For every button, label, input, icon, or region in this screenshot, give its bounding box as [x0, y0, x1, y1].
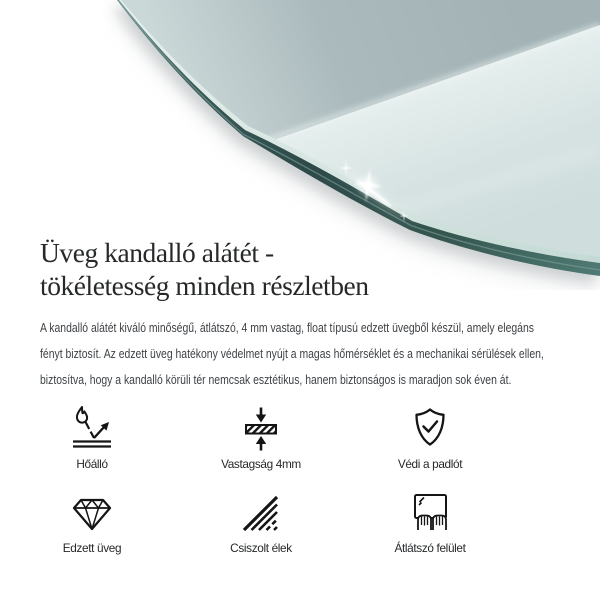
feature-transparent-surface	[360, 489, 500, 556]
feature-label: Edzett üveg	[62, 541, 122, 555]
feature-tempered-glass	[22, 489, 162, 556]
feature-grid	[22, 405, 500, 556]
feature-heat-resistant	[22, 405, 162, 472]
intro-line: biztosítva, hogy a kandalló körüli tér nemcsak esztétikus, hanem biztonságos is maradjon sok éven át.	[40, 372, 512, 387]
intro-paragraph	[40, 315, 577, 393]
transparent-surface-hands-icon	[406, 489, 454, 537]
tempered-glass-diamond-icon	[68, 489, 116, 537]
heat-resistant-icon	[68, 405, 116, 453]
feature-label: Vastagság 4mm	[221, 457, 301, 471]
feature-label: Hőálló	[76, 457, 108, 471]
feature-polished-edges	[191, 489, 331, 556]
thickness-4mm-icon	[237, 405, 285, 453]
feature-floor-protection	[360, 405, 500, 472]
polished-edges-icon	[237, 489, 285, 537]
page-title-line1: Üveg kandalló alátét -	[40, 237, 274, 268]
feature-thickness	[191, 405, 331, 472]
intro-line: fényt biztosít. Az edzett üveg hatékony védelmet nyújt a magas hőmérséklet és a mechanikai sérülések ellen,	[40, 346, 544, 361]
feature-label: Csiszolt élek	[230, 541, 292, 555]
feature-label: Átlátszó felület	[394, 541, 466, 555]
feature-label: Védi a padlót	[397, 457, 463, 471]
intro-line: A kandalló alátét kiváló minőségű, átlátszó, 4 mm vastag, float típusú edzett üvegből készül, amely elegáns	[40, 320, 534, 335]
floor-protection-shield-icon	[406, 405, 454, 453]
page-title-line2: tökéletesség minden részletben	[40, 270, 369, 301]
page-title	[40, 236, 369, 302]
